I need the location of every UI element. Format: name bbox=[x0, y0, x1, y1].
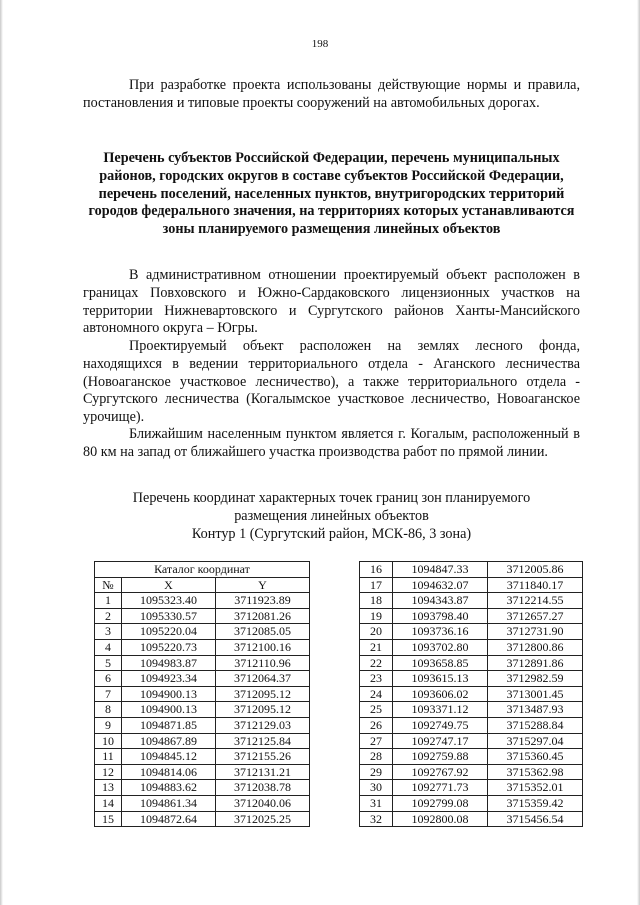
y-coordinate-cell: 3712025.25 bbox=[216, 811, 310, 827]
point-number-cell: 27 bbox=[360, 733, 393, 749]
table-row bbox=[95, 671, 310, 687]
y-coordinate-cell: 3712040.06 bbox=[216, 795, 310, 811]
point-number-cell: 18 bbox=[360, 593, 393, 609]
x-coordinate-cell: 1094871.85 bbox=[122, 717, 216, 733]
table-row bbox=[95, 639, 310, 655]
y-coordinate-cell: 3715362.98 bbox=[488, 764, 583, 780]
point-number-cell: 17 bbox=[360, 577, 393, 593]
x-coordinate-cell: 1094983.87 bbox=[122, 655, 216, 671]
table-row bbox=[360, 733, 583, 749]
point-number-cell: 9 bbox=[95, 717, 122, 733]
table-row bbox=[95, 593, 310, 609]
scan-edge-left bbox=[0, 0, 3, 905]
y-coordinate-cell: 3712038.78 bbox=[216, 780, 310, 796]
point-number-cell: 32 bbox=[360, 811, 393, 827]
x-coordinate-cell: 1094900.13 bbox=[122, 686, 216, 702]
column-header-x: X bbox=[122, 577, 216, 593]
x-coordinate-cell: 1095323.40 bbox=[122, 593, 216, 609]
coords-heading-line-1: Перечень координат характерных точек границ зон планируемого bbox=[132, 490, 531, 506]
x-coordinate-cell: 1094867.89 bbox=[122, 733, 216, 749]
y-coordinate-cell: 3715456.54 bbox=[488, 811, 583, 827]
y-coordinate-cell: 3712081.26 bbox=[216, 608, 310, 624]
y-coordinate-cell: 3712155.26 bbox=[216, 749, 310, 765]
x-coordinate-cell: 1095330.57 bbox=[122, 608, 216, 624]
x-coordinate-cell: 1092771.73 bbox=[393, 780, 488, 796]
table-row bbox=[95, 624, 310, 640]
x-coordinate-cell: 1094872.64 bbox=[122, 811, 216, 827]
table-row bbox=[95, 764, 310, 780]
table-row bbox=[360, 624, 583, 640]
table-row bbox=[360, 639, 583, 655]
y-coordinate-cell: 3712800.86 bbox=[488, 639, 583, 655]
x-coordinate-cell: 1094845.12 bbox=[122, 749, 216, 765]
x-coordinate-cell: 1093371.12 bbox=[393, 702, 488, 718]
x-coordinate-cell: 1092767.92 bbox=[393, 764, 488, 780]
table-row bbox=[360, 655, 583, 671]
y-coordinate-cell: 3713487.93 bbox=[488, 702, 583, 718]
coords-heading-line-3: Контур 1 (Сургутский район, МСК-86, 3 зона) bbox=[191, 526, 472, 542]
y-coordinate-cell: 3712125.84 bbox=[216, 733, 310, 749]
point-number-cell: 31 bbox=[360, 795, 393, 811]
table-row bbox=[95, 811, 310, 827]
y-coordinate-cell: 3712731.90 bbox=[488, 624, 583, 640]
x-coordinate-cell: 1093798.40 bbox=[393, 608, 488, 624]
table-row bbox=[360, 795, 583, 811]
y-coordinate-cell: 3715297.04 bbox=[488, 733, 583, 749]
x-coordinate-cell: 1094343.87 bbox=[393, 593, 488, 609]
point-number-cell: 12 bbox=[95, 764, 122, 780]
point-number-cell: 28 bbox=[360, 749, 393, 765]
table-row bbox=[360, 577, 583, 593]
point-number-cell: 4 bbox=[95, 639, 122, 655]
table-row bbox=[360, 717, 583, 733]
table-row bbox=[360, 702, 583, 718]
table-row bbox=[360, 764, 583, 780]
x-coordinate-cell: 1092747.17 bbox=[393, 733, 488, 749]
point-number-cell: 1 bbox=[95, 593, 122, 609]
y-coordinate-cell: 3712891.86 bbox=[488, 655, 583, 671]
y-coordinate-cell: 3712131.21 bbox=[216, 764, 310, 780]
x-coordinate-cell: 1093606.02 bbox=[393, 686, 488, 702]
x-coordinate-cell: 1094632.07 bbox=[393, 577, 488, 593]
table-caption: Каталог координат bbox=[95, 562, 310, 578]
x-coordinate-cell: 1095220.73 bbox=[122, 639, 216, 655]
point-number-cell: 15 bbox=[95, 811, 122, 827]
point-number-cell: 24 bbox=[360, 686, 393, 702]
table-row bbox=[360, 686, 583, 702]
table-row bbox=[360, 780, 583, 796]
y-coordinate-cell: 3715288.84 bbox=[488, 717, 583, 733]
point-number-cell: 3 bbox=[95, 624, 122, 640]
y-coordinate-cell: 3711840.17 bbox=[488, 577, 583, 593]
point-number-cell: 7 bbox=[95, 686, 122, 702]
y-coordinate-cell: 3712085.05 bbox=[216, 624, 310, 640]
point-number-cell: 19 bbox=[360, 608, 393, 624]
point-number-cell: 8 bbox=[95, 702, 122, 718]
table-row bbox=[360, 608, 583, 624]
table-row bbox=[360, 749, 583, 765]
point-number-cell: 6 bbox=[95, 671, 122, 687]
x-coordinate-cell: 1094861.34 bbox=[122, 795, 216, 811]
coords-heading bbox=[83, 489, 580, 543]
y-coordinate-cell: 3715352.01 bbox=[488, 780, 583, 796]
coordinates-table-left bbox=[94, 561, 310, 827]
x-coordinate-cell: 1092799.08 bbox=[393, 795, 488, 811]
x-coordinate-cell: 1093615.13 bbox=[393, 671, 488, 687]
x-coordinate-cell: 1094900.13 bbox=[122, 702, 216, 718]
table-row bbox=[95, 686, 310, 702]
y-coordinate-cell: 3712129.03 bbox=[216, 717, 310, 733]
point-number-cell: 13 bbox=[95, 780, 122, 796]
table-row bbox=[95, 717, 310, 733]
point-number-cell: 29 bbox=[360, 764, 393, 780]
x-coordinate-cell: 1092800.08 bbox=[393, 811, 488, 827]
table-row bbox=[360, 593, 583, 609]
y-coordinate-cell: 3712657.27 bbox=[488, 608, 583, 624]
point-number-cell: 16 bbox=[360, 562, 393, 578]
table-row bbox=[360, 562, 583, 578]
point-number-cell: 26 bbox=[360, 717, 393, 733]
paragraph-forest-fund: Проектируемый объект расположен на землях лесного фонда, находящихся в ведении территориального отдела - Аганского лесничества (Новоаганское участковое лесничество), а также территориального отдела - Сургутского лесничества (Когалымское участковое лесничество, Новоаганское урочище). bbox=[83, 338, 580, 426]
column-header-number: № bbox=[95, 577, 122, 593]
point-number-cell: 2 bbox=[95, 608, 122, 624]
table-row bbox=[95, 702, 310, 718]
point-number-cell: 11 bbox=[95, 749, 122, 765]
x-coordinate-cell: 1093658.85 bbox=[393, 655, 488, 671]
paragraph-location: В административном отношении проектируемый объект расположен в границах Повховского и Южно-Сардаковского лицензионных участков на территории Нижневартовского и Сургутского районов Ханты-Мансийского автономного округа – Югры. bbox=[83, 267, 580, 337]
table-row bbox=[360, 671, 583, 687]
table-row bbox=[95, 655, 310, 671]
y-coordinate-cell: 3712064.37 bbox=[216, 671, 310, 687]
point-number-cell: 14 bbox=[95, 795, 122, 811]
y-coordinate-cell: 3712100.16 bbox=[216, 639, 310, 655]
y-coordinate-cell: 3712214.55 bbox=[488, 593, 583, 609]
table-row bbox=[95, 608, 310, 624]
table-row bbox=[95, 733, 310, 749]
x-coordinate-cell: 1094847.33 bbox=[393, 562, 488, 578]
coordinates-table-right bbox=[359, 561, 583, 827]
paragraph-nearest-town: Ближайшим населенным пунктом является г. Когалым, расположенный в 80 км на запад от ближайшего участка производства работ по прямой линии. bbox=[83, 426, 580, 460]
column-header-y: Y bbox=[216, 577, 310, 593]
point-number-cell: 30 bbox=[360, 780, 393, 796]
y-coordinate-cell: 3712110.96 bbox=[216, 655, 310, 671]
point-number-cell: 25 bbox=[360, 702, 393, 718]
x-coordinate-cell: 1094923.34 bbox=[122, 671, 216, 687]
coords-heading-line-2: размещения линейных объектов bbox=[234, 508, 429, 524]
table-row bbox=[95, 780, 310, 796]
point-number-cell: 21 bbox=[360, 639, 393, 655]
table-row bbox=[360, 811, 583, 827]
y-coordinate-cell: 3713001.45 bbox=[488, 686, 583, 702]
intro-paragraph: При разработке проекта использованы действующие нормы и правила, постановления и типовые проекты сооружений на автомобильных дорогах. bbox=[83, 77, 580, 111]
point-number-cell: 20 bbox=[360, 624, 393, 640]
x-coordinate-cell: 1094883.62 bbox=[122, 780, 216, 796]
y-coordinate-cell: 3712095.12 bbox=[216, 686, 310, 702]
table-row bbox=[95, 795, 310, 811]
x-coordinate-cell: 1092759.88 bbox=[393, 749, 488, 765]
x-coordinate-cell: 1092749.75 bbox=[393, 717, 488, 733]
y-coordinate-cell: 3712005.86 bbox=[488, 562, 583, 578]
section-heading: Перечень субъектов Российской Федерации, перечень муниципальных районов, городских округов в составе субъектов Российской Федерации, перечень поселений, населенных пунктов, внутригородских территорий городов федерального значения, на территориях которых устанавливаются зоны планируемого размещения линейных объектов bbox=[88, 150, 575, 238]
point-number-cell: 5 bbox=[95, 655, 122, 671]
y-coordinate-cell: 3712982.59 bbox=[488, 671, 583, 687]
page-number: 198 bbox=[311, 38, 329, 50]
x-coordinate-cell: 1095220.04 bbox=[122, 624, 216, 640]
y-coordinate-cell: 3711923.89 bbox=[216, 593, 310, 609]
table-row bbox=[95, 749, 310, 765]
point-number-cell: 10 bbox=[95, 733, 122, 749]
y-coordinate-cell: 3715360.45 bbox=[488, 749, 583, 765]
x-coordinate-cell: 1094814.06 bbox=[122, 764, 216, 780]
point-number-cell: 23 bbox=[360, 671, 393, 687]
y-coordinate-cell: 3712095.12 bbox=[216, 702, 310, 718]
x-coordinate-cell: 1093736.16 bbox=[393, 624, 488, 640]
x-coordinate-cell: 1093702.80 bbox=[393, 639, 488, 655]
y-coordinate-cell: 3715359.42 bbox=[488, 795, 583, 811]
point-number-cell: 22 bbox=[360, 655, 393, 671]
